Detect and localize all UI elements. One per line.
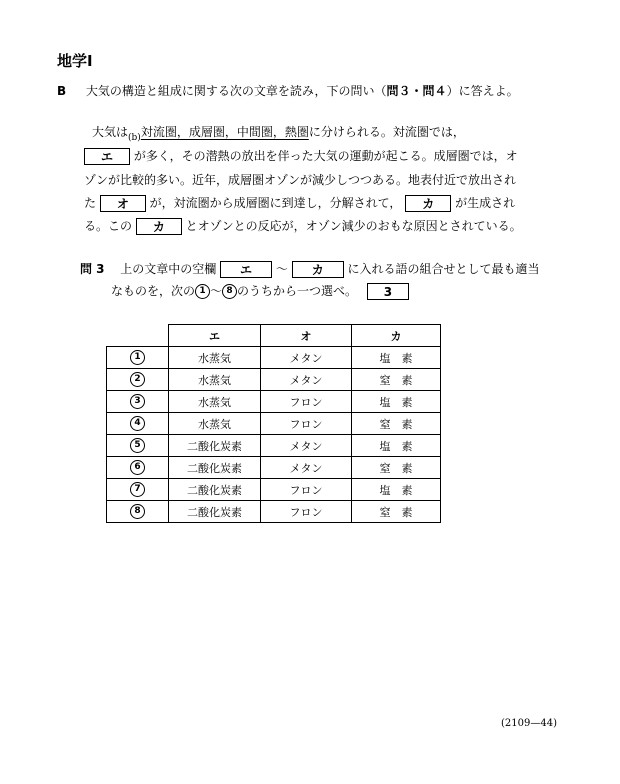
row-number bbox=[107, 413, 169, 435]
cell-o: メタン bbox=[261, 457, 352, 479]
row-number bbox=[107, 457, 169, 479]
cell-ka: 塩 素 bbox=[352, 347, 441, 369]
cell-o: メタン bbox=[261, 435, 352, 457]
table-corner bbox=[107, 325, 169, 347]
section-label: B bbox=[57, 84, 67, 98]
passage-text: た bbox=[84, 196, 97, 210]
passage-line-1 bbox=[92, 124, 465, 142]
passage-text: る。この bbox=[84, 219, 133, 233]
row-number bbox=[107, 479, 169, 501]
cell-ka: 窒 素 bbox=[352, 413, 441, 435]
row-number bbox=[107, 501, 169, 523]
question-label: 問 3 bbox=[80, 262, 105, 276]
cell-o: フロン bbox=[261, 479, 352, 501]
circled-number-first: 1 bbox=[195, 284, 210, 299]
table-row bbox=[107, 479, 441, 501]
table-row bbox=[107, 391, 441, 413]
cell-ka: 窒 素 bbox=[352, 369, 441, 391]
blank-box-o: オ bbox=[100, 195, 146, 212]
table-row bbox=[107, 435, 441, 457]
question-text: なものを，次の bbox=[111, 284, 196, 298]
cell-e: 水蒸気 bbox=[169, 391, 261, 413]
question-tilde: 〜 bbox=[275, 262, 288, 276]
cell-o: フロン bbox=[261, 413, 352, 435]
passage-text: が，対流圏から成層圏に到達し，分解されて， bbox=[149, 196, 402, 210]
circled-number: 1 bbox=[130, 350, 145, 365]
passage-line-2 bbox=[84, 148, 518, 165]
passage-sub-b: (b) bbox=[128, 133, 141, 143]
section-intro bbox=[57, 83, 519, 99]
circled-number-last: 8 bbox=[222, 284, 237, 299]
table-header-row bbox=[107, 325, 441, 347]
question-tilde: 〜 bbox=[210, 284, 223, 298]
cell-e: 水蒸気 bbox=[169, 347, 261, 369]
cell-ka: 窒 素 bbox=[352, 501, 441, 523]
cell-e: 水蒸気 bbox=[169, 369, 261, 391]
circled-number: 2 bbox=[130, 372, 145, 387]
question-line-2 bbox=[111, 283, 409, 300]
cell-e: 二酸化炭素 bbox=[169, 501, 261, 523]
question-text: のうちから一つ選べ。 bbox=[237, 284, 358, 298]
row-number bbox=[107, 391, 169, 413]
passage-text: とオゾンとの反応が，オゾン減少のおもな原因とされている。 bbox=[185, 219, 522, 233]
passage-text: に分けられる。対流圏では， bbox=[308, 125, 465, 139]
passage-line-4 bbox=[84, 195, 515, 212]
section-intro-text: 大気の構造と組成に関する次の文章を読み，下の問い（ bbox=[85, 84, 387, 98]
passage-underlined-layers: 対流圏，成層圏，中間圏，熱圏 bbox=[140, 125, 309, 139]
section-intro-questions: 問３・問４ bbox=[386, 84, 447, 98]
cell-o: フロン bbox=[261, 391, 352, 413]
table-row bbox=[107, 413, 441, 435]
circled-number: 5 bbox=[130, 438, 145, 453]
circled-number: 3 bbox=[130, 394, 145, 409]
cell-e: 水蒸気 bbox=[169, 413, 261, 435]
passage-text: が多く，その潜熱の放出を伴った大気の運動が起こる。成層圏では，オ bbox=[133, 149, 518, 163]
passage-text: 大気は bbox=[92, 125, 129, 139]
question-text: に入れる語の組合せとして最も適当 bbox=[347, 262, 540, 276]
passage-line-3: ゾンが比較的多い。近年，成層圏オゾンが減少しつつある。地表付近で放出され bbox=[84, 173, 517, 187]
cell-o: フロン bbox=[261, 501, 352, 523]
circled-number: 6 bbox=[130, 460, 145, 475]
cell-e: 二酸化炭素 bbox=[169, 479, 261, 501]
cell-o: メタン bbox=[261, 369, 352, 391]
circled-number: 8 bbox=[130, 504, 145, 519]
passage-text: が生成され bbox=[455, 196, 516, 210]
row-number bbox=[107, 435, 169, 457]
table-row bbox=[107, 457, 441, 479]
table-row bbox=[107, 501, 441, 523]
cell-ka: 塩 素 bbox=[352, 479, 441, 501]
choices-table bbox=[106, 324, 441, 523]
cell-e: 二酸化炭素 bbox=[169, 435, 261, 457]
cell-ka: 窒 素 bbox=[352, 457, 441, 479]
answer-number-box: 3 bbox=[367, 283, 409, 300]
cell-ka: 塩 素 bbox=[352, 391, 441, 413]
header-ka: カ bbox=[352, 325, 441, 347]
header-o: オ bbox=[261, 325, 352, 347]
table-row bbox=[107, 369, 441, 391]
table-row bbox=[107, 347, 441, 369]
header-e: エ bbox=[169, 325, 261, 347]
question-line-1 bbox=[80, 261, 540, 278]
question-text: 上の文章中の空欄 bbox=[120, 262, 217, 276]
blank-box-ka: カ bbox=[405, 195, 451, 212]
section-intro-end: ）に答えよ。 bbox=[446, 84, 519, 98]
question-box-e: エ bbox=[220, 261, 272, 278]
cell-o: メタン bbox=[261, 347, 352, 369]
row-number bbox=[107, 369, 169, 391]
row-number bbox=[107, 347, 169, 369]
passage-line-5 bbox=[84, 218, 522, 235]
circled-number: 7 bbox=[130, 482, 145, 497]
question-box-ka: カ bbox=[292, 261, 344, 278]
subject-title: 地学Ⅰ bbox=[57, 52, 93, 70]
cell-e: 二酸化炭素 bbox=[169, 457, 261, 479]
blank-box-e: エ bbox=[84, 148, 130, 165]
page-footer-code: (2109—44) bbox=[501, 718, 557, 729]
blank-box-ka-2: カ bbox=[136, 218, 182, 235]
cell-ka: 塩 素 bbox=[352, 435, 441, 457]
circled-number: 4 bbox=[130, 416, 145, 431]
